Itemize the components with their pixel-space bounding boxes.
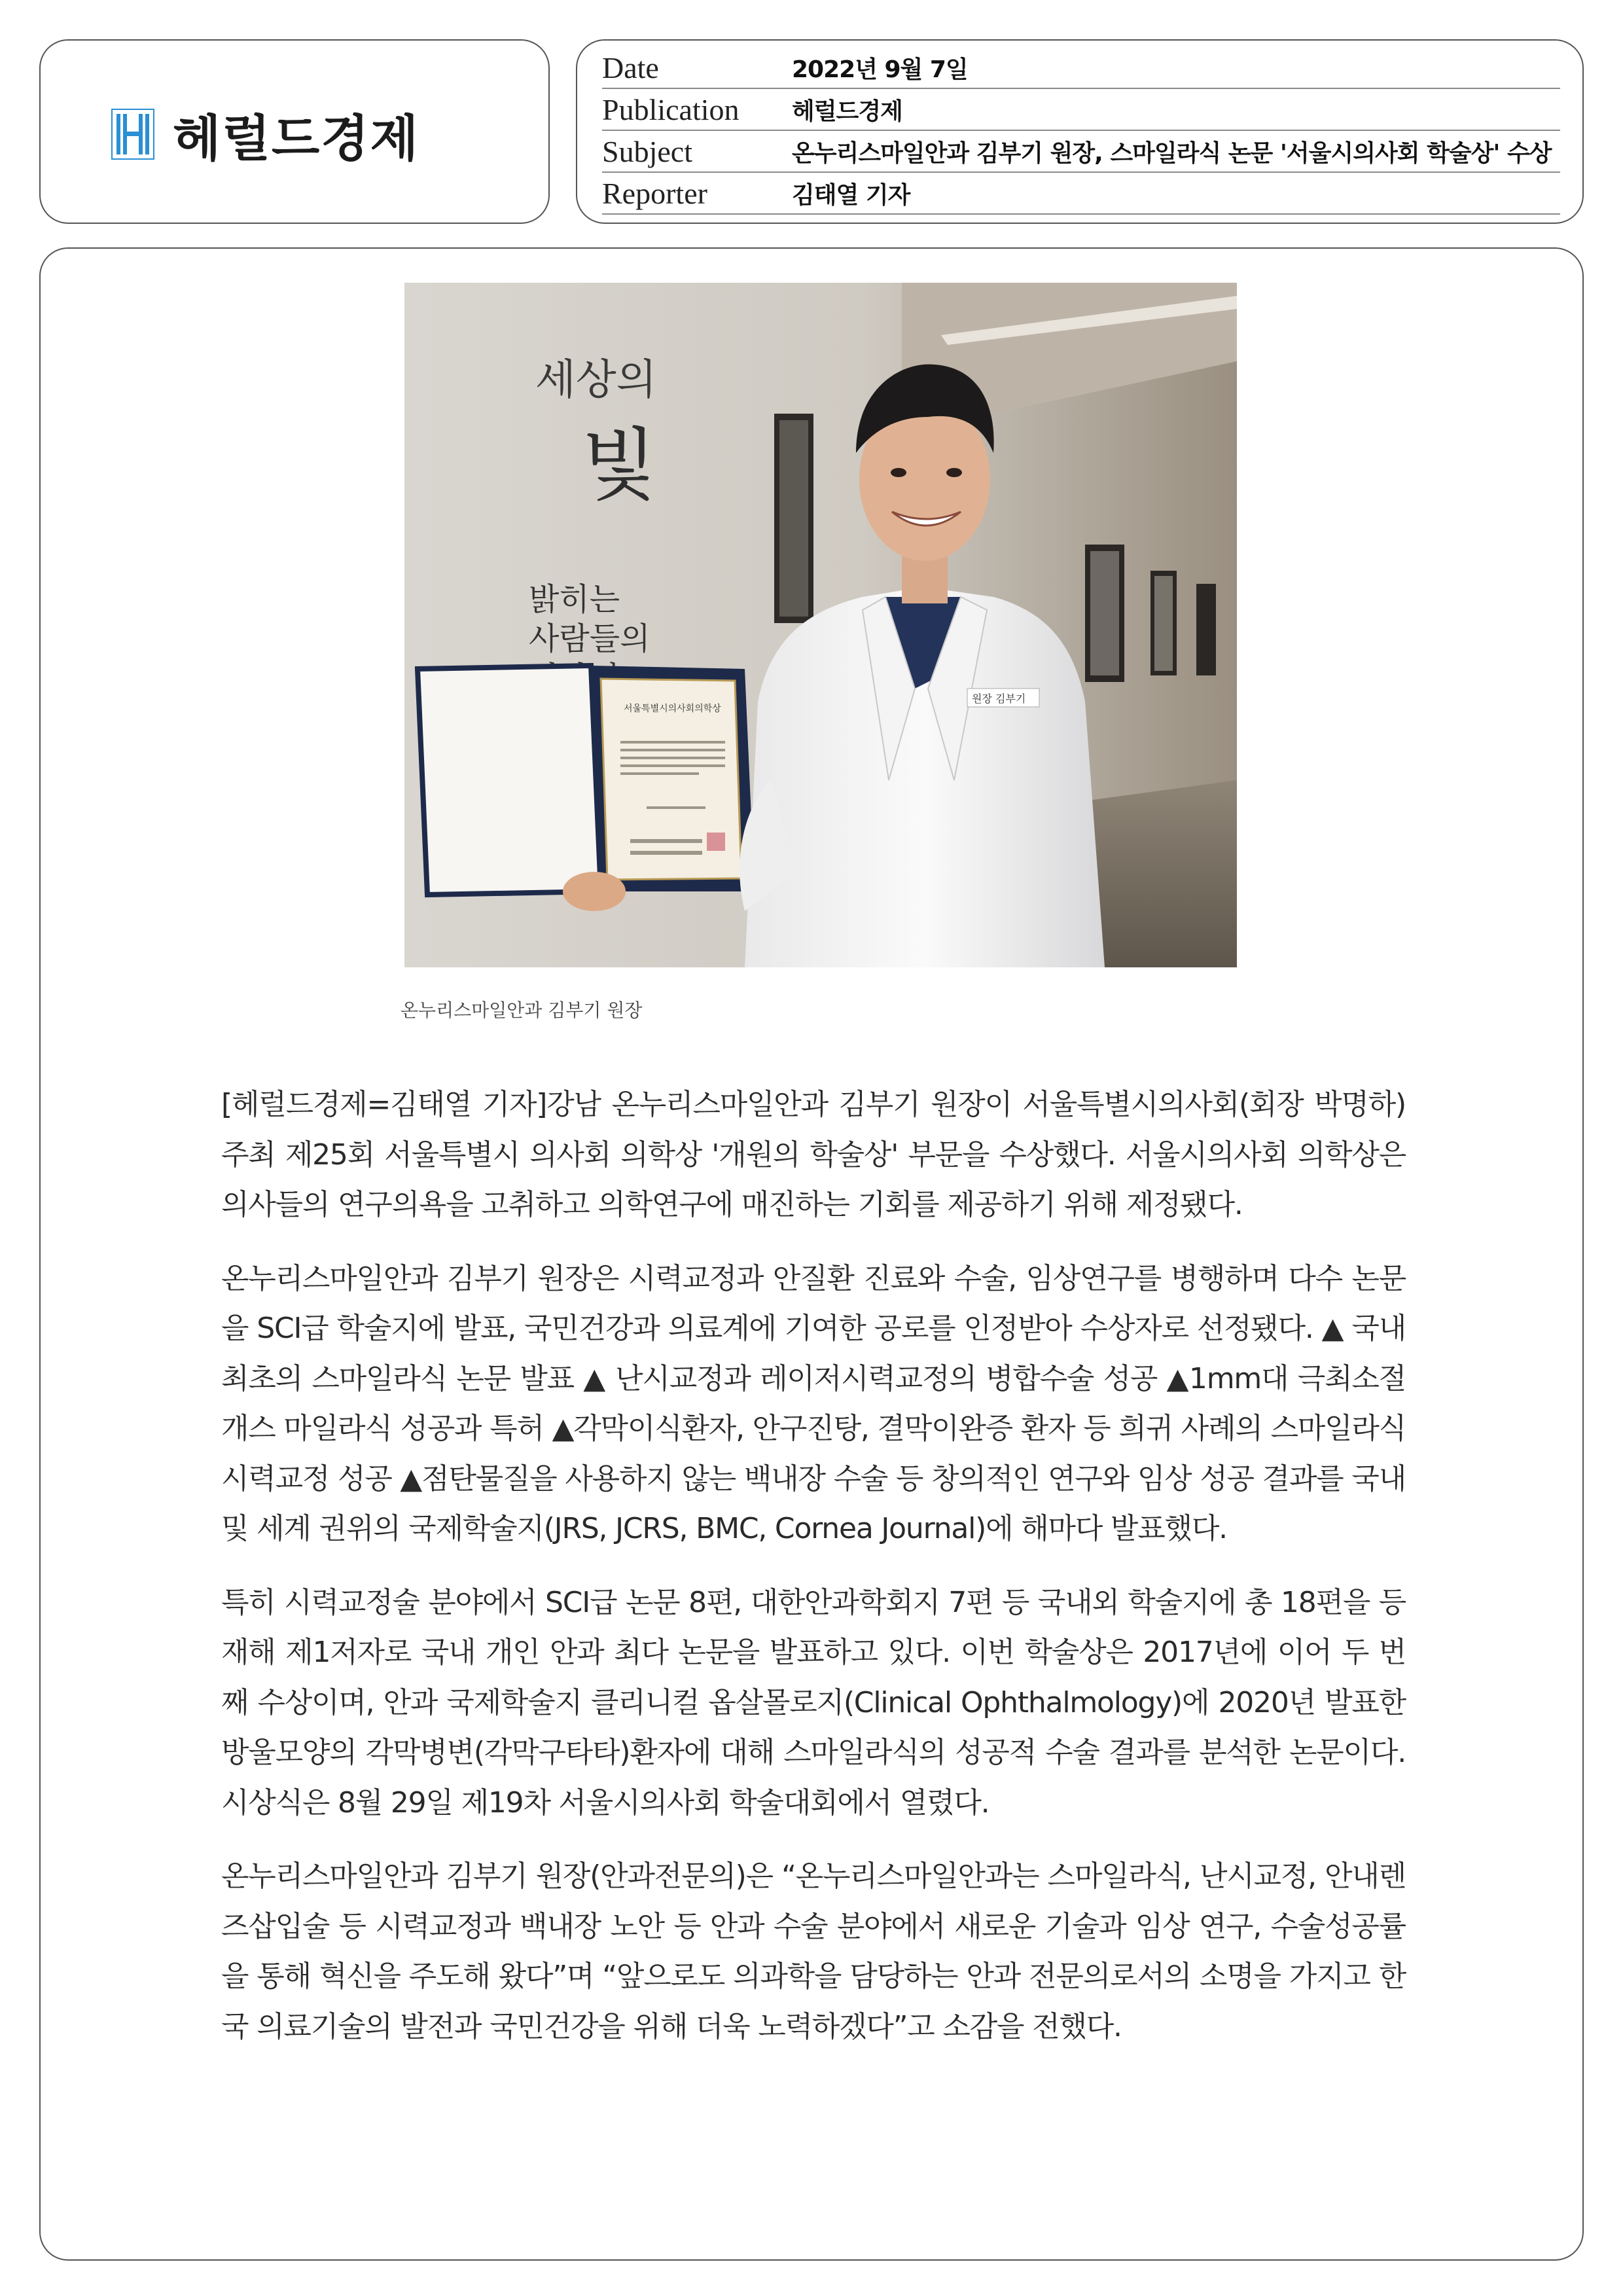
meta-row-reporter <box>602 173 1560 215</box>
wall-text-2: 빛 <box>581 420 657 511</box>
article-photo <box>404 283 1237 967</box>
article-paragraph-2: 온누리스마일안과 김부기 원장은 시력교정과 안질환 진료와 수술, 임상연구를 병행하며 다수 논문을 SCI급 학술지에 발표, 국민건강과 의료계에 기여한 공로를 인정받아 수상자로 선정됐다. ▲ 국내 최초의 스마일라식 논문 발표 ▲ 난시교정과 레이저시력교정의 병합수술 성공 ▲1mm대 극최소절개스 마일라식 성공과 특허 ▲각막이식환자, 안구진탕, 결막이완증 환자 등 희귀 사례의 스마일라식 시력교정 성공 ▲점탄물질을 사용하지 않는 백내장 수술 등 창의적인 연구와 임상 성공 결과를 국내 및 세계 권위의 국제학술지(JRS, JCRS, BMC, Cornea Journal)에 해마다 발표했다. <box>221 1261 1406 1545</box>
wall-text-1: 세상의 <box>535 356 657 404</box>
brand-logo <box>111 106 420 168</box>
meta-label-subject: Subject <box>602 134 692 168</box>
article-paragraph-4: 온누리스마일안과 김부기 원장(안과전문의)은 “온누리스마일안과는 스마일라식, 난시교정, 안내렌즈삽입술 등 시력교정과 백내장 노안 등 안과 수술 분야에서 새로운 기술과 임상 연구, 수술성공률을 통해 혁신을 주도해 왔다”며 “앞으로도 의과학을 담당하는 안과 전문의로서의 소명을 가지고 한국 의료기술의 발전과 국민건강을 위해 더욱 노력하겠다”고 소감을 전했다. <box>221 1859 1406 2043</box>
article-paragraph-1: [헤럴드경제=김태열 기자]강남 온누리스마일안과 김부기 원장이 서울특별시의사회(회장 박명하)주최 제25회 서울특별시 의사회 의학상 '개원의 학술상' 부문을 수상했다. 서울시의사회 의학상은 의사들의 연구의욕을 고취하고 의학연구에 매진하는 기회를 제공하기 위해 제정됐다. <box>221 1088 1406 1221</box>
coat-name-tag: 원장 김부기 <box>972 692 1026 705</box>
meta-value-subject: 온누리스마일안과 김부기 원장, 스마일라식 논문 '서울시의사회 학술상' 수상 <box>792 139 1552 167</box>
brand-name: 헤럴드경제 <box>173 109 420 168</box>
meta-label-reporter: Reporter <box>602 176 707 210</box>
logo-panel <box>39 39 550 224</box>
article-paragraph-3: 특히 시력교정술 분야에서 SCI급 논문 8편, 대한안과학회지 7편 등 국내외 학술지에 총 18편을 등재해 제1저자로 국내 개인 안과 최다 논문을 발표하고 있다. 이번 학술상은 2017년에 이어 두 번째 수상이며, 안과 국제학술지 클리니컬 옵살몰로지(Clinical Ophthalmology)에 2020년 발표한 방울모양의 각막병변(각막구타타)환자에 대해 스마일라식의 성공적 수술 결과를 분석한 논문이다. 시상식은 8월 29일 제19차 서울시의사회 학술대회에서 열렸다. <box>221 1585 1406 1820</box>
meta-row-publication <box>602 89 1560 131</box>
meta-label-date: Date <box>602 50 659 84</box>
meta-value-date: 2022년 9월 7일 <box>792 56 968 83</box>
meta-value-publication: 헤럴드경제 <box>792 98 902 125</box>
certificate-title: 서울특별시의사회의학상 <box>624 704 721 714</box>
meta-row-date <box>602 47 1560 89</box>
meta-label-publication: Publication <box>602 92 740 126</box>
meta-value-reporter: 김태열 기자 <box>792 181 910 209</box>
meta-row-subject <box>602 131 1560 173</box>
meta-table <box>602 47 1560 215</box>
wall-text-3: 밝히는 <box>529 581 620 618</box>
herald-h-logo-icon <box>111 109 154 160</box>
article-body <box>221 1080 1406 2075</box>
wall-text-4: 사람들의 <box>529 620 651 657</box>
meta-panel <box>576 39 1584 224</box>
photo-caption: 온누리스마일안과 김부기 원장 <box>401 999 643 1021</box>
